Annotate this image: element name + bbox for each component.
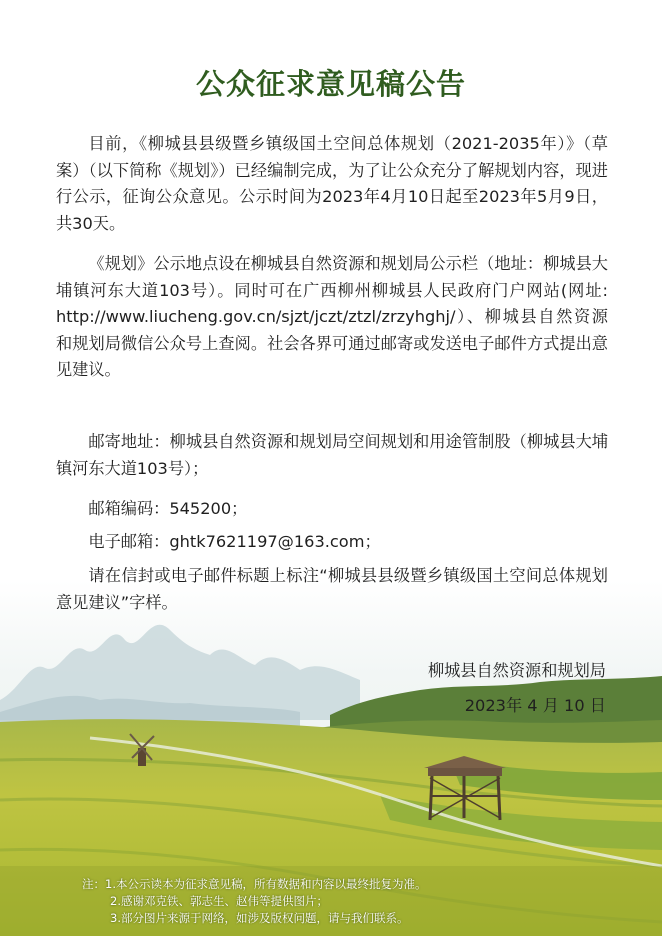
paragraph-postcode: 邮箱编码：545200； [88,499,248,518]
footnote-3: 3.部分图片来源于网络，如涉及版权问题，请与我们联系。 [110,911,409,925]
paragraph-instruction: 请在信封或电子邮件标题上标注“柳城县县级暨乡镇级国土空间总体规划意见建议”字样。 [56,566,608,612]
footnote-1: 注：1.本公示读本为征求意见稿，所有数据和内容以最终批复为准。 [82,877,427,891]
paragraph-email: 电子邮箱：ghtk7621197@163.com； [88,532,381,551]
paragraph-mail-address: 邮寄地址：柳城县自然资源和规划局空间规划和用途管制股（柳城县大埔镇河东大道103号）； [56,432,608,478]
page-title: 公众征求意见稿公告 [195,67,466,101]
signature-date: 2023年 4 月 10 日 [464,696,606,715]
paragraph-location: 《规划》公示地点设在柳城县自然资源和规划局公示栏（地址：柳城县大埔镇河东大道103号）。同时可在广西柳州柳城县人民政府门户网站(网址: http://www.liucheng.gov.cn/sjzt/jczt/ztzl/zrzyhghj/）、柳城县自然资源和规划局微信公众号上查阅。社会各界可通过邮寄或发送电子邮件方式提出意见建议。 [56,254,608,379]
paragraph-intro: 目前，《柳城县县级暨乡镇级国土空间总体规划（2021-2035年）》（草案）（以下简称《规划》）已经编制完成，为了让公众充分了解规划内容，现进行公示，征询公众意见。公示时间为2023年4月10日起至2023年5月9日，共30天。 [56,134,608,233]
footnote-2: 2.感谢邓克铁、郭志生、赵伟等提供图片； [110,894,328,908]
footnotes [82,876,642,927]
signature-organization: 柳城县自然资源和规划局 [427,661,606,680]
